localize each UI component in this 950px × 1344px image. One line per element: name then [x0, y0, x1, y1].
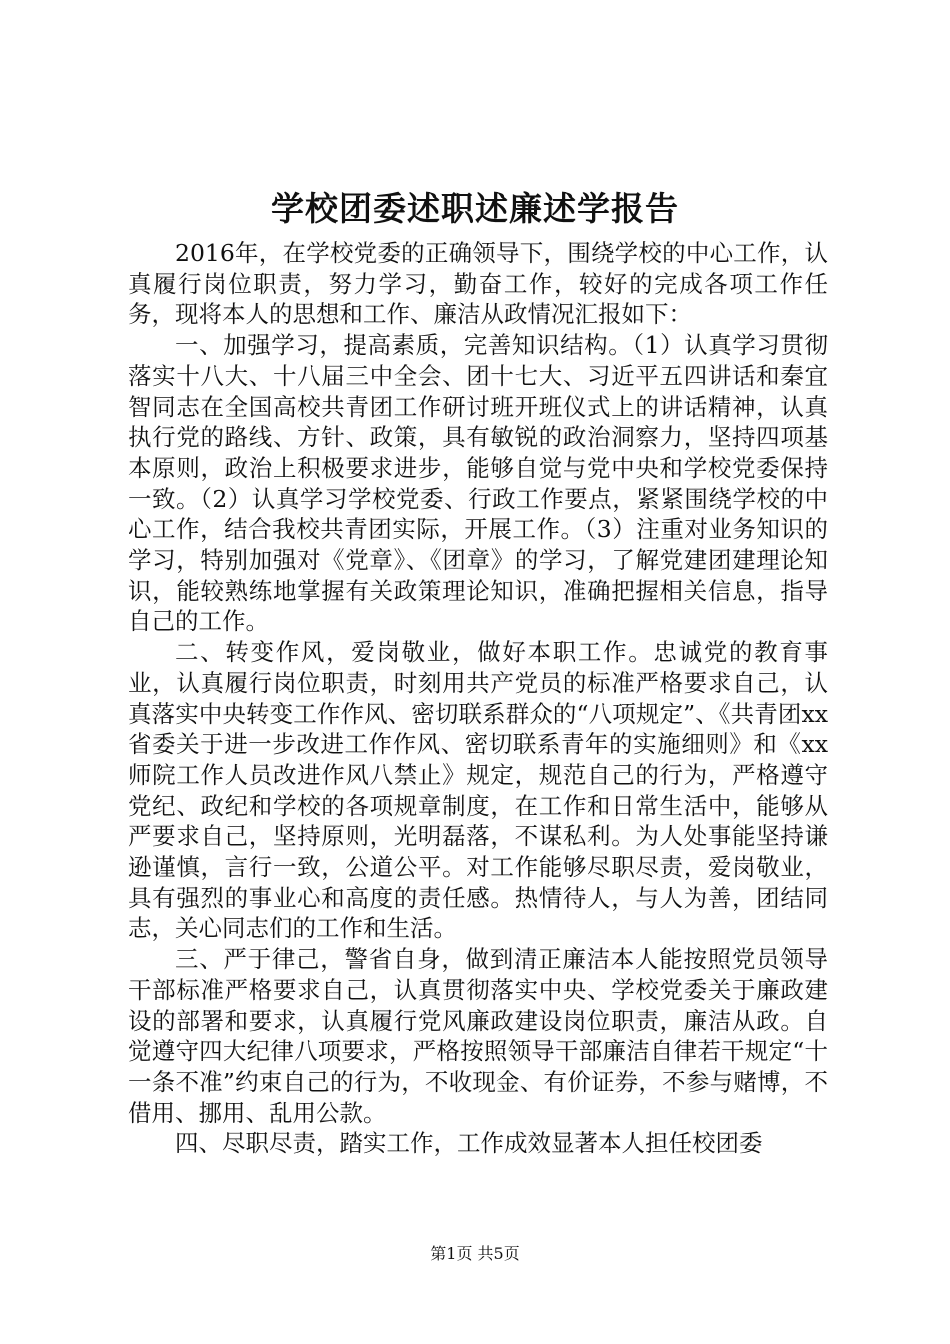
paragraph-section-4: 四、尽职尽责，踏实工作，工作成效显著本人担任校团委: [175, 1129, 763, 1158]
paragraph-section-2: 二、转变作风，爱岗敬业，做好本职工作。忠诚党的教育事业，认真履行岗位职责，时刻用共产党员的标准严格要求自己，认真落实中央转变工作作风、密切联系群众的“八项规定”、《共青团xx省委关于进一步改进工作作风、密切联系青年的实施细则》和《xx师院工作人员改进作风八禁止》规定，规范自己的行为，严格遵守党纪、政纪和学校的各项规章制度，在工作和日常生活中，能够从严要求自己，坚持原则，光明磊落，不谋私利。为人处事能坚持谦逊谨慎，言行一致，公道公平。对工作能够尽职尽责，爱岗敬业，具有强烈的事业心和高度的责任感。热情待人，与人为善，团结同志，关心同志们的工作和生活。: [128, 638, 828, 943]
document-title: 学校团委述职述廉述学报告: [271, 189, 679, 228]
paragraph-intro: 2016年，在学校党委的正确领导下，围绕学校的中心工作，认真履行岗位职责，努力学习，勤奋工作，较好的完成各项工作任务，现将本人的思想和工作、廉洁从政情况汇报如下：: [128, 239, 828, 329]
document-body: [128, 238, 828, 1159]
paragraph-section-1: 一、加强学习，提高素质，完善知识结构。（1）认真学习贯彻落实十八大、十八届三中全会、团十七大、习近平五四讲话和秦宜智同志在全国高校共青团工作研讨班开班仪式上的讲话精神，认真执行党的路线、方针、政策，具有敏锐的政治洞察力，坚持四项基本原则，政治上积极要求进步，能够自觉与党中央和学校党委保持一致。（2）认真学习学校党委、行政工作要点，紧紧围绕学校的中心工作，结合我校共青团实际，开展工作。（3）注重对业务知识的学习，特别加强对《党章》、《团章》的学习，了解党建团建理论知识，能较熟练地掌握有关政策理论知识，准确把握相关信息，指导自己的工作。: [128, 331, 828, 636]
page-number-footer: 第1页 共5页: [430, 1244, 520, 1263]
paragraph-section-3: 三、严于律己，警省自身，做到清正廉洁本人能按照党员领导干部标准严格要求自己，认真贯彻落实中央、学校党委关于廉政建设的部署和要求，认真履行党风廉政建设岗位职责，廉洁从政。自觉遵守四大纪律八项要求，严格按照领导干部廉洁自律若干规定“十一条不准”约束自己的行为，不收现金、有价证券，不参与赌博，不借用、挪用、乱用公款。: [128, 945, 828, 1127]
